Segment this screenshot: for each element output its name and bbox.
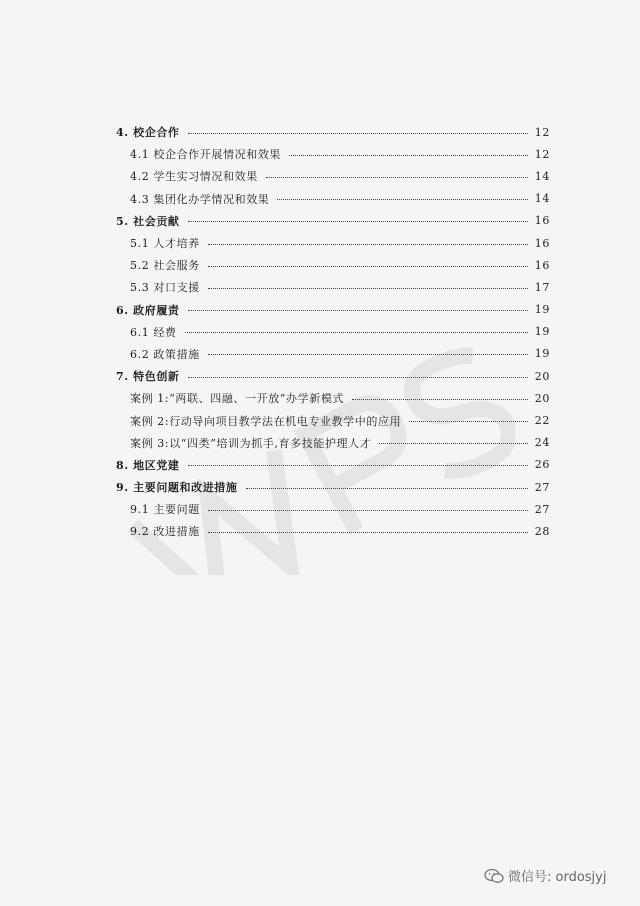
dot-leader xyxy=(208,288,528,289)
toc-entry-8[interactable] xyxy=(116,454,550,476)
toc-entry-title: 9.2 改进措施 xyxy=(130,525,200,539)
wechat-icon xyxy=(484,868,504,884)
toc-entry-case-3[interactable] xyxy=(116,432,550,454)
toc-page-number: 16 xyxy=(534,214,550,228)
toc-page-number: 12 xyxy=(534,147,550,161)
toc-entry-title: 9. 主要问题和改进措施 xyxy=(116,481,238,495)
wechat-id-text: 微信号: ordosjyj xyxy=(508,870,607,885)
dot-leader xyxy=(246,488,528,489)
toc-entry-title: 案例 1:“两联、四融、一开放”办学新模式 xyxy=(130,392,345,406)
dot-leader xyxy=(208,354,528,355)
toc-entry-title: 5.3 对口支援 xyxy=(130,281,200,295)
toc-entry-title: 5.2 社会服务 xyxy=(130,259,200,273)
toc-entry-title: 6. 政府履责 xyxy=(116,303,180,317)
dot-leader xyxy=(208,510,528,511)
dot-leader xyxy=(379,443,528,444)
dot-leader xyxy=(266,177,528,178)
toc-entry-5[interactable] xyxy=(116,210,550,232)
toc-page-number: 20 xyxy=(534,391,550,405)
toc-entry-5-2[interactable] xyxy=(116,254,550,276)
toc-page-number: 19 xyxy=(534,303,550,317)
toc-entry-case-2[interactable] xyxy=(116,409,550,431)
toc-entry-5-3[interactable] xyxy=(116,276,550,298)
dot-leader xyxy=(185,332,528,333)
table-of-contents xyxy=(116,121,550,543)
toc-page-number: 14 xyxy=(534,169,550,183)
dot-leader xyxy=(208,532,528,533)
dot-leader xyxy=(352,399,528,400)
dot-leader xyxy=(289,155,528,156)
toc-page-number: 20 xyxy=(534,369,550,383)
toc-entry-title: 5. 社会贡献 xyxy=(116,214,180,228)
dot-leader xyxy=(188,133,528,134)
toc-entry-9-1[interactable] xyxy=(116,498,550,520)
dot-leader xyxy=(188,310,528,311)
toc-entry-4-2[interactable] xyxy=(116,165,550,187)
toc-page-number: 22 xyxy=(534,414,550,428)
toc-entry-title: 5.1 人才培养 xyxy=(130,237,200,251)
toc-entry-title: 案例 3:以“四类”培训为抓手,育多技能护理人才 xyxy=(130,436,372,450)
dot-leader xyxy=(409,421,528,422)
toc-page-number: 16 xyxy=(534,236,550,250)
toc-entry-9[interactable] xyxy=(116,476,550,498)
toc-entry-title: 9.1 主要问题 xyxy=(130,503,200,517)
toc-entry-4-3[interactable] xyxy=(116,188,550,210)
toc-page-number: 17 xyxy=(534,280,550,294)
toc-page-number: 19 xyxy=(534,325,550,339)
dot-leader xyxy=(188,465,528,466)
toc-page-number: 14 xyxy=(534,192,550,206)
toc-entry-title: 4.2 学生实习情况和效果 xyxy=(130,170,258,184)
toc-entry-case-1[interactable] xyxy=(116,387,550,409)
dot-leader xyxy=(277,199,528,200)
toc-page-number: 28 xyxy=(534,524,550,538)
toc-entry-5-1[interactable] xyxy=(116,232,550,254)
toc-entry-title: 6.1 经费 xyxy=(130,325,177,339)
dot-leader xyxy=(188,377,528,378)
wechat-account-mark xyxy=(484,866,606,885)
toc-entry-title: 6.2 政策措施 xyxy=(130,347,200,361)
toc-page-number: 27 xyxy=(534,480,550,494)
toc-entry-title: 4.3 集团化办学情况和效果 xyxy=(130,192,270,206)
toc-entry-title: 4. 校企合作 xyxy=(116,126,180,140)
dot-leader xyxy=(208,266,528,267)
toc-entry-title: 案例 2:行动导向项目教学法在机电专业教学中的应用 xyxy=(130,414,402,428)
toc-entry-7[interactable] xyxy=(116,365,550,387)
toc-page-number: 12 xyxy=(534,125,550,139)
toc-page-number: 19 xyxy=(534,347,550,361)
toc-page-number: 27 xyxy=(534,502,550,516)
toc-entry-6-2[interactable] xyxy=(116,343,550,365)
dot-leader xyxy=(188,221,528,222)
toc-entry-9-2[interactable] xyxy=(116,520,550,542)
toc-entry-6-1[interactable] xyxy=(116,321,550,343)
toc-entry-title: 8. 地区党建 xyxy=(116,458,180,472)
toc-page-number: 16 xyxy=(534,258,550,272)
dot-leader xyxy=(208,244,528,245)
toc-entry-title: 7. 特色创新 xyxy=(116,370,180,384)
toc-entry-6[interactable] xyxy=(116,299,550,321)
toc-page-number: 26 xyxy=(534,458,550,472)
toc-entry-title: 4.1 校企合作开展情况和效果 xyxy=(130,148,281,162)
toc-entry-4-1[interactable] xyxy=(116,143,550,165)
toc-entry-4[interactable] xyxy=(116,121,550,143)
toc-page-number: 24 xyxy=(534,436,550,450)
